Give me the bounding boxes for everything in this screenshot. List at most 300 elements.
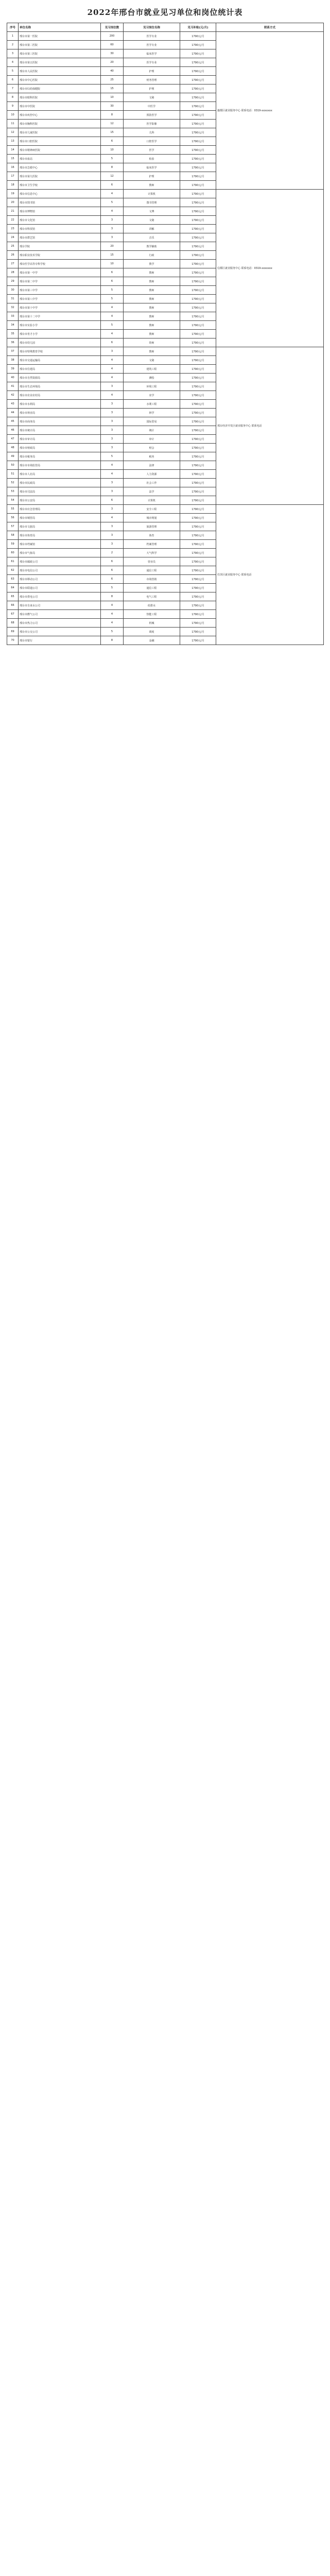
cell-salary: 1790元/月 [180, 347, 216, 356]
cell-salary: 1790元/月 [180, 417, 216, 426]
cell-no: 67 [7, 610, 19, 619]
cell-post: 预防医学 [124, 111, 180, 120]
cell-salary: 1790元/月 [180, 610, 216, 619]
cell-salary: 1790元/月 [180, 444, 216, 452]
cell-post: 教师 [124, 321, 180, 330]
cell-salary: 1790元/月 [180, 76, 216, 84]
cell-no: 66 [7, 601, 19, 610]
cell-count: 8 [101, 636, 124, 645]
cell-count: 60 [101, 41, 124, 49]
cell-no: 35 [7, 330, 19, 338]
cell-unit: 邢台市文旅局 [19, 522, 101, 531]
cell-post: 教师 [124, 181, 180, 190]
cell-no: 42 [7, 391, 19, 400]
cell-post: 文秘 [124, 216, 180, 225]
cell-count: 3 [101, 435, 124, 444]
cell-no: 8 [7, 93, 19, 102]
cell-no: 41 [7, 382, 19, 391]
cell-count: 3 [101, 409, 124, 417]
cell-count: 3 [101, 505, 124, 514]
cell-count: 3 [101, 487, 124, 496]
cell-unit: 邢台市联通公司 [19, 584, 101, 592]
cell-count: 5 [101, 584, 124, 592]
cell-salary: 1790元/月 [180, 619, 216, 628]
cell-salary: 1790元/月 [180, 514, 216, 522]
cell-unit: 邢台市公交公司 [19, 628, 101, 636]
cell-no: 55 [7, 505, 19, 514]
cell-salary: 1790元/月 [180, 277, 216, 286]
cell-no: 17 [7, 172, 19, 181]
cell-unit: 邢台医学高等专科学校 [19, 260, 101, 268]
cell-unit: 邢台市城管局 [19, 514, 101, 522]
cell-count: 6 [101, 181, 124, 190]
cell-salary: 1790元/月 [180, 557, 216, 566]
cell-salary: 1790元/月 [180, 636, 216, 645]
cell-unit: 邢台市胸科医院 [19, 120, 101, 128]
cell-post: 农学 [124, 391, 180, 400]
cell-post: 临床医学 [124, 49, 180, 58]
cell-count: 3 [101, 400, 124, 409]
cell-unit: 邢台市档案馆 [19, 540, 101, 549]
cell-count: 12 [101, 120, 124, 128]
cell-post: 给排水 [124, 601, 180, 610]
cell-unit: 邢台市农业农村局 [19, 391, 101, 400]
cell-salary: 1790元/月 [180, 601, 216, 610]
cell-salary: 1790元/月 [180, 146, 216, 155]
cell-post: 人力资源 [124, 470, 180, 479]
cell-count: 4 [101, 601, 124, 610]
cell-post: 儿科 [124, 128, 180, 137]
cell-post: 热能工程 [124, 610, 180, 619]
header-post: 见习岗位名称 [124, 23, 180, 32]
internship-table [7, 23, 324, 645]
cell-no: 26 [7, 251, 19, 260]
cell-count: 4 [101, 391, 124, 400]
cell-count: 3 [101, 522, 124, 531]
cell-no: 1 [7, 32, 19, 41]
cell-salary: 1790元/月 [180, 470, 216, 479]
cell-post: 中医学 [124, 102, 180, 111]
cell-no: 15 [7, 155, 19, 163]
cell-no: 52 [7, 479, 19, 487]
cell-salary: 1790元/月 [180, 374, 216, 382]
cell-post: 教师 [124, 277, 180, 286]
cell-count: 10 [101, 146, 124, 155]
cell-post: 图书管理 [124, 198, 180, 207]
cell-post: 计算机 [124, 496, 180, 505]
cell-no: 18 [7, 181, 19, 190]
cell-salary: 1790元/月 [180, 93, 216, 102]
cell-no: 53 [7, 487, 19, 496]
cell-no: 70 [7, 636, 19, 645]
cell-salary: 1790元/月 [180, 58, 216, 67]
cell-post: 计算机 [124, 190, 180, 198]
cell-unit: 邢台市眼科医院 [19, 93, 101, 102]
cell-post: 护理 [124, 84, 180, 93]
cell-count: 4 [101, 207, 124, 216]
cell-count: 10 [101, 260, 124, 268]
cell-salary: 1790元/月 [180, 41, 216, 49]
cell-count: 8 [101, 592, 124, 601]
cell-salary: 1790元/月 [180, 338, 216, 347]
cell-count: 4 [101, 374, 124, 382]
cell-unit: 邢台市育才小学 [19, 330, 101, 338]
cell-salary: 1790元/月 [180, 382, 216, 391]
cell-salary: 1790元/月 [180, 32, 216, 41]
cell-salary: 1790元/月 [180, 540, 216, 549]
cell-no: 65 [7, 592, 19, 601]
cell-unit: 邢台市交通运输局 [19, 356, 101, 365]
cell-no: 56 [7, 514, 19, 522]
cell-post: 大气科学 [124, 549, 180, 557]
cell-no: 2 [7, 41, 19, 49]
cell-unit: 邢台市第三中学 [19, 286, 101, 295]
cell-count: 5 [101, 295, 124, 303]
cell-post: 行政 [124, 251, 180, 260]
cell-salary: 1790元/月 [180, 49, 216, 58]
cell-unit: 邢台市应急管理局 [19, 505, 101, 514]
cell-salary: 1790元/月 [180, 531, 216, 540]
cell-count: 8 [101, 163, 124, 172]
cell-count: 5 [101, 628, 124, 636]
cell-unit: 邢台市人社局 [19, 470, 101, 479]
cell-salary: 1790元/月 [180, 242, 216, 251]
cell-count: 40 [101, 67, 124, 76]
cell-no: 27 [7, 260, 19, 268]
cell-no: 14 [7, 146, 19, 155]
cell-unit: 邢台市银行 [19, 636, 101, 645]
cell-no: 11 [7, 120, 19, 128]
cell-unit: 邢台市统计局 [19, 426, 101, 435]
cell-count: 6 [101, 268, 124, 277]
cell-salary: 1790元/月 [180, 356, 216, 365]
cell-count: 4 [101, 365, 124, 374]
header-unit: 单位名称 [19, 23, 101, 32]
cell-count: 3 [101, 225, 124, 233]
cell-no: 58 [7, 531, 19, 540]
cell-unit: 邢台市第十中学 [19, 303, 101, 312]
cell-post: 安全工程 [124, 505, 180, 514]
cell-no: 28 [7, 268, 19, 277]
cell-count: 10 [101, 93, 124, 102]
header-count: 见习岗位数 [101, 23, 124, 32]
cell-count: 6 [101, 557, 124, 566]
cell-unit: 邢台市人民医院 [19, 67, 101, 76]
cell-unit: 邢台市卫生学校 [19, 181, 101, 190]
cell-salary: 1790元/月 [180, 321, 216, 330]
cell-salary: 1790元/月 [180, 303, 216, 312]
cell-no: 61 [7, 557, 19, 566]
cell-salary: 1790元/月 [180, 522, 216, 531]
cell-count: 3 [101, 417, 124, 426]
cell-unit: 邢台市司法局 [19, 487, 101, 496]
table-row [7, 347, 324, 356]
cell-unit: 邢台市第二中学 [19, 277, 101, 286]
cell-salary: 1790元/月 [180, 198, 216, 207]
cell-post: 审计 [124, 435, 180, 444]
cell-post: 市场营销 [124, 575, 180, 584]
cell-unit: 邢台市供电公司 [19, 592, 101, 601]
cell-post: 医学专业 [124, 41, 180, 49]
cell-count: 30 [101, 102, 124, 111]
cell-salary: 1790元/月 [180, 251, 216, 260]
cell-no: 9 [7, 102, 19, 111]
cell-no: 32 [7, 303, 19, 312]
cell-salary: 1790元/月 [180, 330, 216, 338]
cell-post: 统计 [124, 426, 180, 435]
cell-salary: 1790元/月 [180, 391, 216, 400]
cell-salary: 1790元/月 [180, 181, 216, 190]
cell-no: 63 [7, 575, 19, 584]
cell-no: 7 [7, 84, 19, 93]
cell-count: 6 [101, 496, 124, 505]
cell-post: 财会 [124, 444, 180, 452]
cell-contact: 邢台经济开发区就业服务中心 联系电话 [216, 347, 324, 505]
cell-unit: 邢台市儿童医院 [19, 128, 101, 137]
cell-count: 15 [101, 84, 124, 93]
page-title: 2022年邢台市就业见习单位和岗位统计表 [87, 8, 243, 17]
cell-unit: 邢台市中心医院 [19, 76, 101, 84]
cell-salary: 1790元/月 [180, 312, 216, 321]
cell-unit: 邢台市审计局 [19, 435, 101, 444]
cell-unit: 邢台市特殊教育学校 [19, 347, 101, 356]
cell-no: 20 [7, 198, 19, 207]
cell-no: 19 [7, 190, 19, 198]
cell-count: 5 [101, 155, 124, 163]
cell-unit: 邢台市市场监管局 [19, 461, 101, 470]
cell-salary: 1790元/月 [180, 163, 216, 172]
cell-count: 4 [101, 330, 124, 338]
cell-count: 200 [101, 32, 124, 41]
cell-unit: 邢台学院 [19, 242, 101, 251]
cell-post: 国际贸易 [124, 417, 180, 426]
cell-post: 教师 [124, 303, 180, 312]
cell-count: 3 [101, 540, 124, 549]
table-row [7, 32, 324, 41]
cell-salary: 1790元/月 [180, 409, 216, 417]
cell-unit: 邢台市第二医院 [19, 41, 101, 49]
cell-unit: 邢台市第一医院 [19, 32, 101, 41]
cell-salary: 1790元/月 [180, 505, 216, 514]
cell-salary: 1790元/月 [180, 566, 216, 575]
cell-no: 33 [7, 312, 19, 321]
cell-unit: 邢台市第十二中学 [19, 312, 101, 321]
cell-no: 64 [7, 584, 19, 592]
cell-unit: 邢台市群艺馆 [19, 233, 101, 242]
cell-count: 6 [101, 566, 124, 575]
cell-unit: 邢台市税务局 [19, 452, 101, 461]
cell-unit: 邢台市急救中心 [19, 163, 101, 172]
cell-count: 6 [101, 137, 124, 146]
cell-salary: 1790元/月 [180, 452, 216, 461]
cell-salary: 1790元/月 [180, 400, 216, 409]
cell-salary: 1790元/月 [180, 479, 216, 487]
cell-no: 44 [7, 409, 19, 417]
cell-unit: 邢台市民政局 [19, 479, 101, 487]
cell-post: 测绘 [124, 374, 180, 382]
cell-post: 教师 [124, 295, 180, 303]
cell-unit: 邢台市口腔医院 [19, 137, 101, 146]
cell-unit: 邢台市疾控中心 [19, 111, 101, 120]
cell-post: 通信工程 [124, 566, 180, 575]
cell-post: 建筑工程 [124, 365, 180, 374]
cell-salary: 1790元/月 [180, 549, 216, 557]
cell-post: 文博 [124, 207, 180, 216]
cell-post: 教师 [124, 268, 180, 277]
cell-no: 6 [7, 76, 19, 84]
cell-no: 46 [7, 426, 19, 435]
cell-no: 21 [7, 207, 19, 216]
cell-count: 2 [101, 549, 124, 557]
cell-count: 5 [101, 321, 124, 330]
cell-count: 3 [101, 216, 124, 225]
cell-post: 医学影像 [124, 120, 180, 128]
cell-salary: 1790元/月 [180, 584, 216, 592]
cell-no: 30 [7, 286, 19, 295]
cell-no: 49 [7, 452, 19, 461]
cell-no: 39 [7, 365, 19, 374]
cell-count: 6 [101, 338, 124, 347]
cell-post: 档案管理 [124, 540, 180, 549]
cell-count: 12 [101, 172, 124, 181]
cell-post: 法律 [124, 461, 180, 470]
cell-unit: 邢台市公安局 [19, 496, 101, 505]
cell-unit: 邢台市信息中心 [19, 190, 101, 198]
cell-salary: 1790元/月 [180, 172, 216, 181]
cell-unit: 邢台市燃气公司 [19, 610, 101, 619]
cell-count: 3 [101, 426, 124, 435]
cell-count: 20 [101, 58, 124, 67]
cell-count: 3 [101, 479, 124, 487]
cell-unit: 邢台市生态环境局 [19, 382, 101, 391]
cell-post: 文秘 [124, 356, 180, 365]
cell-no: 57 [7, 522, 19, 531]
cell-unit: 邢台市文化馆 [19, 216, 101, 225]
cell-no: 23 [7, 225, 19, 233]
cell-no: 24 [7, 233, 19, 242]
cell-unit: 邢台市第一中学 [19, 268, 101, 277]
cell-salary: 1790元/月 [180, 365, 216, 374]
cell-post: 调度 [124, 628, 180, 636]
cell-count: 4 [101, 470, 124, 479]
cell-unit: 邢台市体育局 [19, 531, 101, 540]
cell-post: 环境工程 [124, 382, 180, 391]
cell-no: 22 [7, 216, 19, 225]
cell-post: 通信工程 [124, 584, 180, 592]
cell-post: 财务管理 [124, 76, 180, 84]
cell-no: 25 [7, 242, 19, 251]
cell-unit: 邢台市实验小学 [19, 321, 101, 330]
cell-count: 3 [101, 233, 124, 242]
cell-salary: 1790元/月 [180, 225, 216, 233]
cell-no: 12 [7, 128, 19, 137]
cell-unit: 邢台市幼儿园 [19, 338, 101, 347]
cell-salary: 1790元/月 [180, 268, 216, 277]
cell-unit: 邢台市第八中学 [19, 295, 101, 303]
cell-no: 60 [7, 549, 19, 557]
cell-unit: 邢台市住建局 [19, 365, 101, 374]
page [0, 2, 330, 2576]
cell-no: 51 [7, 470, 19, 479]
cell-salary: 1790元/月 [180, 435, 216, 444]
cell-post: 城市规划 [124, 514, 180, 522]
cell-no: 69 [7, 628, 19, 636]
cell-salary: 1790元/月 [180, 461, 216, 470]
cell-unit: 邢台职业技术学院 [19, 251, 101, 260]
cell-no: 36 [7, 338, 19, 347]
cell-salary: 1790元/月 [180, 286, 216, 295]
cell-post: 机械 [124, 619, 180, 628]
table-body [7, 32, 324, 645]
cell-post: 教师 [124, 347, 180, 356]
cell-post: 医学专业 [124, 58, 180, 67]
cell-unit: 邢台市第五医院 [19, 58, 101, 67]
table-row [7, 505, 324, 514]
cell-post: 讲解 [124, 225, 180, 233]
cell-salary: 1790元/月 [180, 84, 216, 93]
cell-salary: 1790元/月 [180, 496, 216, 505]
table-header-row [7, 23, 324, 32]
cell-count: 3 [101, 347, 124, 356]
cell-count: 4 [101, 303, 124, 312]
cell-salary: 1790元/月 [180, 120, 216, 128]
cell-count: 4 [101, 190, 124, 198]
cell-salary: 1790元/月 [180, 111, 216, 120]
cell-no: 50 [7, 461, 19, 470]
cell-unit: 邢台市科技馆 [19, 225, 101, 233]
cell-salary: 1790元/月 [180, 128, 216, 137]
cell-count: 3 [101, 382, 124, 391]
cell-salary: 1790元/月 [180, 137, 216, 146]
cell-salary: 1790元/月 [180, 260, 216, 268]
cell-post: 营业员 [124, 557, 180, 566]
cell-unit: 邢台市移动公司 [19, 575, 101, 584]
cell-salary: 1790元/月 [180, 67, 216, 76]
cell-salary: 1790元/月 [180, 575, 216, 584]
cell-salary: 1790元/月 [180, 628, 216, 636]
cell-post: 医学 [124, 146, 180, 155]
cell-post: 护理 [124, 67, 180, 76]
cell-post: 法学 [124, 487, 180, 496]
cell-no: 40 [7, 374, 19, 382]
cell-count: 20 [101, 242, 124, 251]
cell-post: 旅游管理 [124, 522, 180, 531]
header-no: 序号 [7, 23, 19, 32]
cell-count: 25 [101, 76, 124, 84]
cell-count: 3 [101, 531, 124, 540]
cell-unit: 邢台市热力公司 [19, 619, 101, 628]
cell-count: 4 [101, 514, 124, 522]
cell-count: 30 [101, 49, 124, 58]
cell-no: 45 [7, 417, 19, 426]
cell-no: 29 [7, 277, 19, 286]
cell-count: 5 [101, 198, 124, 207]
cell-no: 62 [7, 566, 19, 575]
cell-no: 34 [7, 321, 19, 330]
cell-post: 教师 [124, 330, 180, 338]
cell-post: 体育 [124, 531, 180, 540]
cell-unit: 邢台市气象局 [19, 549, 101, 557]
cell-no: 38 [7, 356, 19, 365]
cell-post: 文秘 [124, 93, 180, 102]
cell-no: 31 [7, 295, 19, 303]
cell-post: 教师 [124, 312, 180, 321]
cell-post: 电气工程 [124, 592, 180, 601]
cell-salary: 1790元/月 [180, 487, 216, 496]
cell-unit: 邢台市血站 [19, 155, 101, 163]
cell-post: 水利工程 [124, 400, 180, 409]
cell-no: 47 [7, 435, 19, 444]
